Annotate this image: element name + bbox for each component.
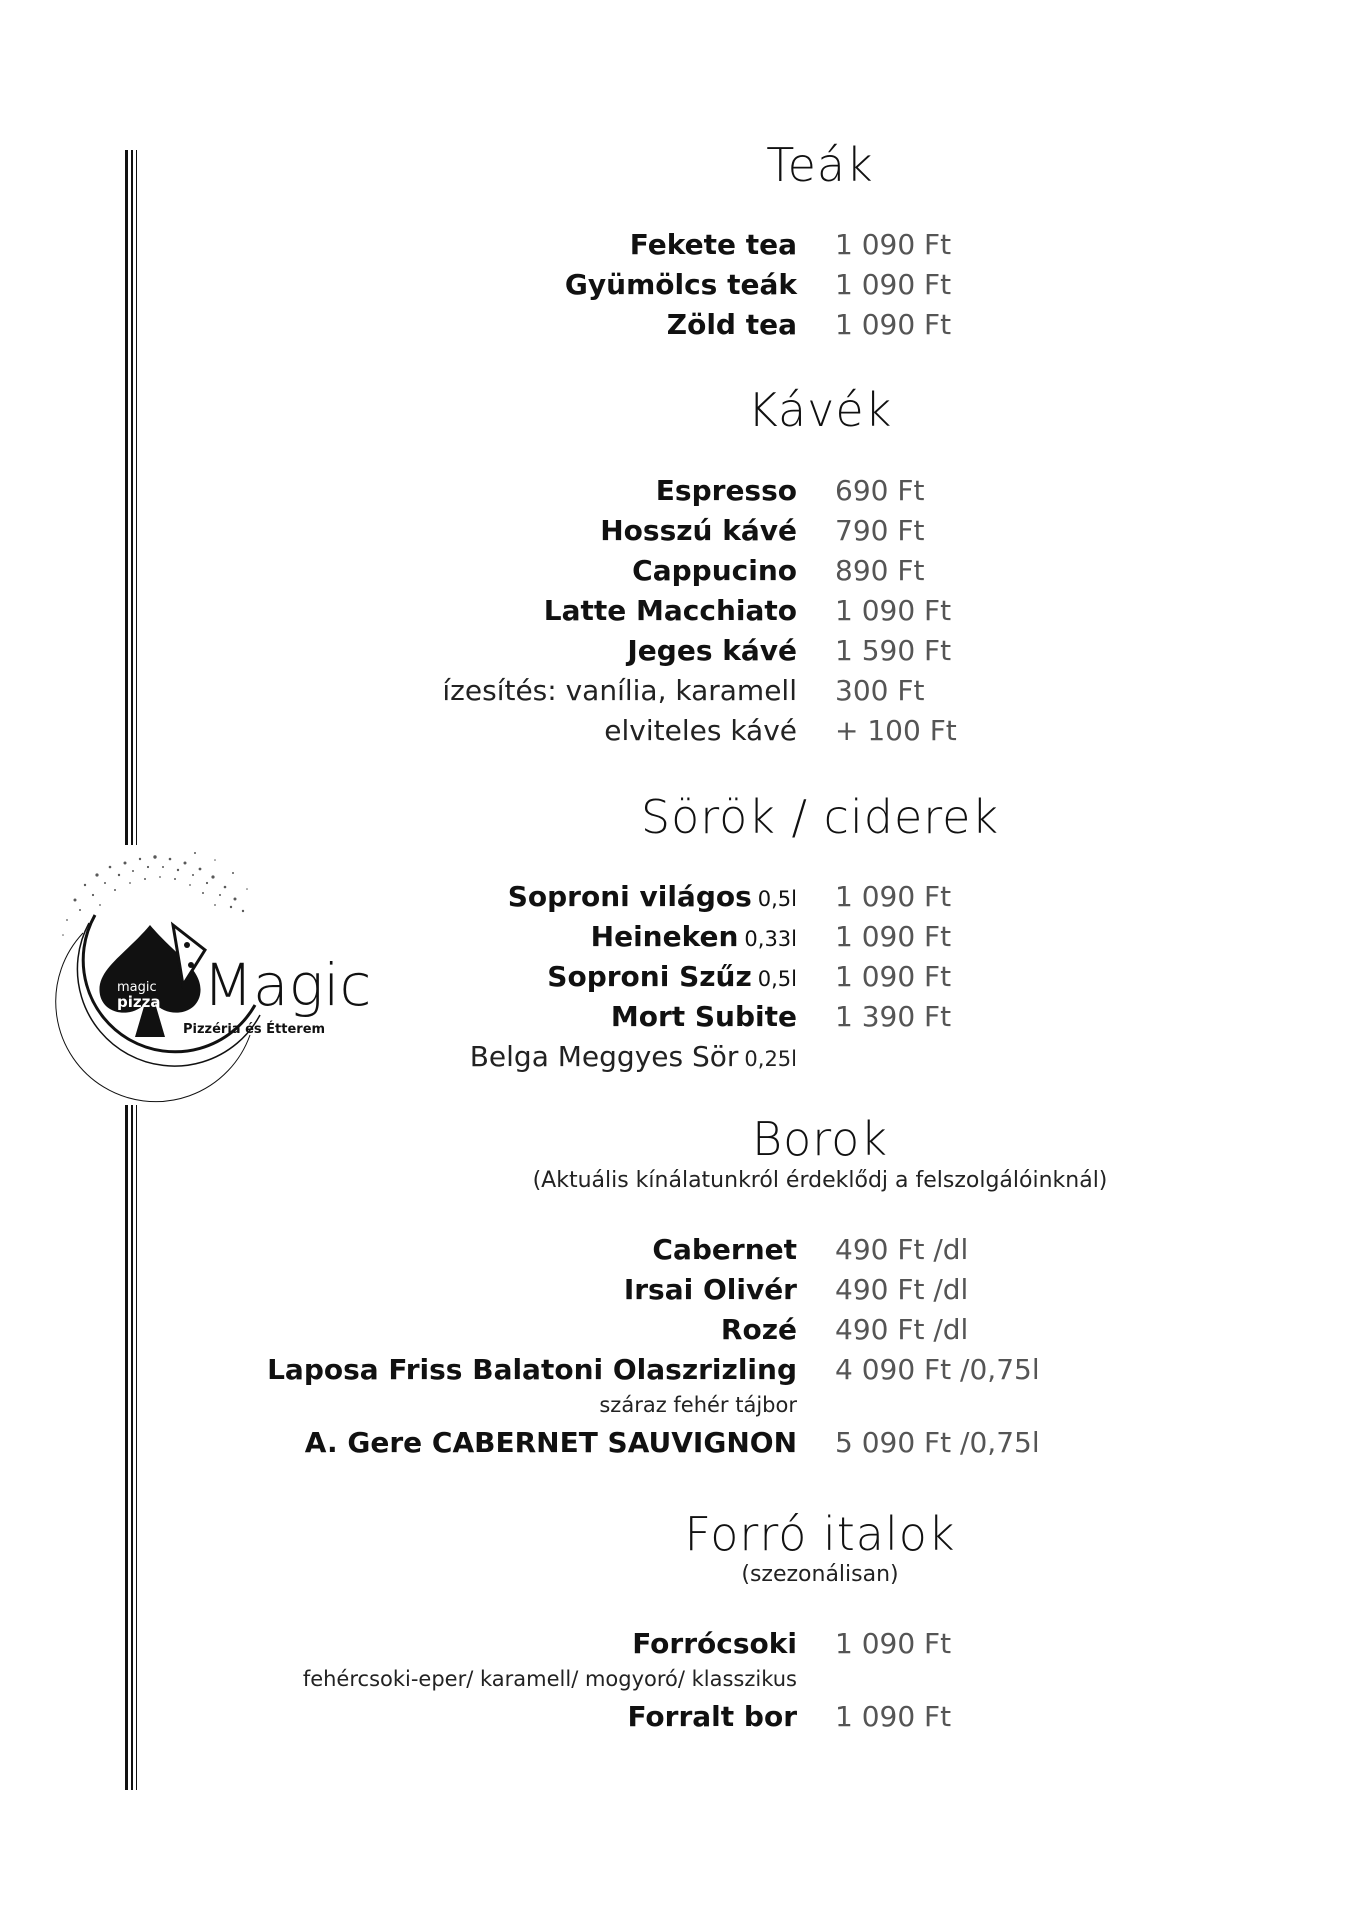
- item-label: Belga Meggyes Sör: [469, 1040, 739, 1073]
- item-price: 490 Ft /dl: [835, 1233, 969, 1266]
- item-name: Hosszú kávé: [600, 514, 797, 547]
- menu-item: [0, 960, 1369, 1000]
- menu-item: [0, 594, 1369, 634]
- menu-item: [0, 880, 1369, 920]
- item-price: 1 390 Ft: [835, 1000, 952, 1033]
- item-price: 1 090 Ft: [835, 268, 952, 301]
- section-title-sorok: Sörök / ciderek: [640, 790, 1000, 844]
- item-name: [591, 920, 797, 953]
- menu-item: [0, 514, 1369, 554]
- item-name: Rozé: [720, 1313, 797, 1346]
- item-price: 5 090 Ft /0,75l: [835, 1426, 1040, 1459]
- item-volume: 0,5l: [757, 967, 797, 991]
- menu-item: [0, 1000, 1369, 1040]
- menu-item: [0, 308, 1369, 348]
- menu-item: [0, 1627, 1369, 1667]
- menu-item: [0, 634, 1369, 674]
- item-note: fehércsoki-eper/ karamell/ mogyoró/ klasszikus: [302, 1667, 797, 1691]
- item-name: Cabernet: [652, 1233, 797, 1266]
- item-name: Espresso: [655, 474, 797, 507]
- item-price: 300 Ft: [835, 674, 925, 707]
- logo-brand-text: Magic: [203, 951, 372, 1019]
- section-title-kavek: Kávék: [747, 383, 893, 437]
- section-subtitle-forro: (szezonálisan): [741, 1562, 899, 1587]
- menu-item: [0, 1313, 1369, 1353]
- item-price: 890 Ft: [835, 554, 925, 587]
- item-note: száraz fehér tájbor: [599, 1393, 797, 1417]
- menu-item: [0, 1040, 1369, 1080]
- item-name: [470, 1040, 797, 1073]
- item-price: 490 Ft /dl: [835, 1313, 969, 1346]
- item-name: [508, 880, 797, 913]
- item-name: Fekete tea: [629, 228, 797, 261]
- section-title-teak: Teák: [766, 138, 874, 192]
- item-name: Cappucino: [632, 554, 797, 587]
- item-name: ízesítés: vanília, karamell: [442, 674, 797, 707]
- item-volume: 0,5l: [757, 887, 797, 911]
- item-price: 1 090 Ft: [835, 1627, 952, 1660]
- item-volume: 0,25l: [744, 1047, 797, 1071]
- logo-subtitle: Pizzéria és Étterem: [183, 1022, 326, 1037]
- menu-item: [0, 1273, 1369, 1313]
- item-name: elviteles kávé: [604, 714, 797, 747]
- menu-item: [0, 1353, 1369, 1393]
- menu-item: [0, 228, 1369, 268]
- menu-item: [0, 474, 1369, 514]
- item-price: 1 090 Ft: [835, 920, 952, 953]
- item-price: 490 Ft /dl: [835, 1273, 969, 1306]
- item-name: Forralt bor: [627, 1700, 797, 1733]
- item-name: Latte Macchiato: [543, 594, 797, 627]
- item-price: 4 090 Ft /0,75l: [835, 1353, 1040, 1386]
- logo-small-text-1: magic: [117, 980, 157, 995]
- item-price: 1 090 Ft: [835, 228, 952, 261]
- item-name: Forrócsoki: [632, 1627, 797, 1660]
- item-name: Irsai Olivér: [623, 1273, 797, 1306]
- item-name: Jeges kávé: [627, 634, 797, 667]
- item-price: 1 090 Ft: [835, 308, 952, 341]
- item-label: Heineken: [590, 920, 739, 953]
- section-title-forro: Forró italok: [684, 1507, 956, 1561]
- item-label: Soproni világos: [507, 880, 752, 913]
- menu-item: [0, 1426, 1369, 1466]
- menu-item: [0, 554, 1369, 594]
- item-name: Mort Subite: [610, 1000, 797, 1033]
- menu-item: [0, 714, 1369, 754]
- logo-small-text-2: pizza: [117, 993, 161, 1011]
- item-price: 690 Ft: [835, 474, 925, 507]
- item-label: Soproni Szűz: [547, 960, 752, 993]
- item-price: 1 090 Ft: [835, 960, 952, 993]
- menu-item: [0, 674, 1369, 714]
- section-title-borok: Borok: [752, 1112, 888, 1166]
- menu-item: [0, 920, 1369, 960]
- item-name: Gyümölcs teák: [564, 268, 797, 301]
- section-subtitle-borok: (Aktuális kínálatunkról érdeklődj a felszolgálóinknál): [532, 1168, 1108, 1193]
- item-price: 1 590 Ft: [835, 634, 952, 667]
- item-price: 1 090 Ft: [835, 880, 952, 913]
- item-price: + 100 Ft: [835, 714, 957, 747]
- menu-item: [0, 1700, 1369, 1740]
- item-name: Zöld tea: [666, 308, 797, 341]
- menu-item: [0, 268, 1369, 308]
- item-price: 1 090 Ft: [835, 594, 952, 627]
- item-price: 790 Ft: [835, 514, 925, 547]
- item-volume: 0,33l: [744, 927, 797, 951]
- menu-item: [0, 1233, 1369, 1273]
- item-price: 1 090 Ft: [835, 1700, 952, 1733]
- item-name: [547, 960, 797, 993]
- item-name: Laposa Friss Balatoni Olaszrizling: [267, 1353, 797, 1386]
- item-name: A. Gere CABERNET SAUVIGNON: [304, 1426, 797, 1459]
